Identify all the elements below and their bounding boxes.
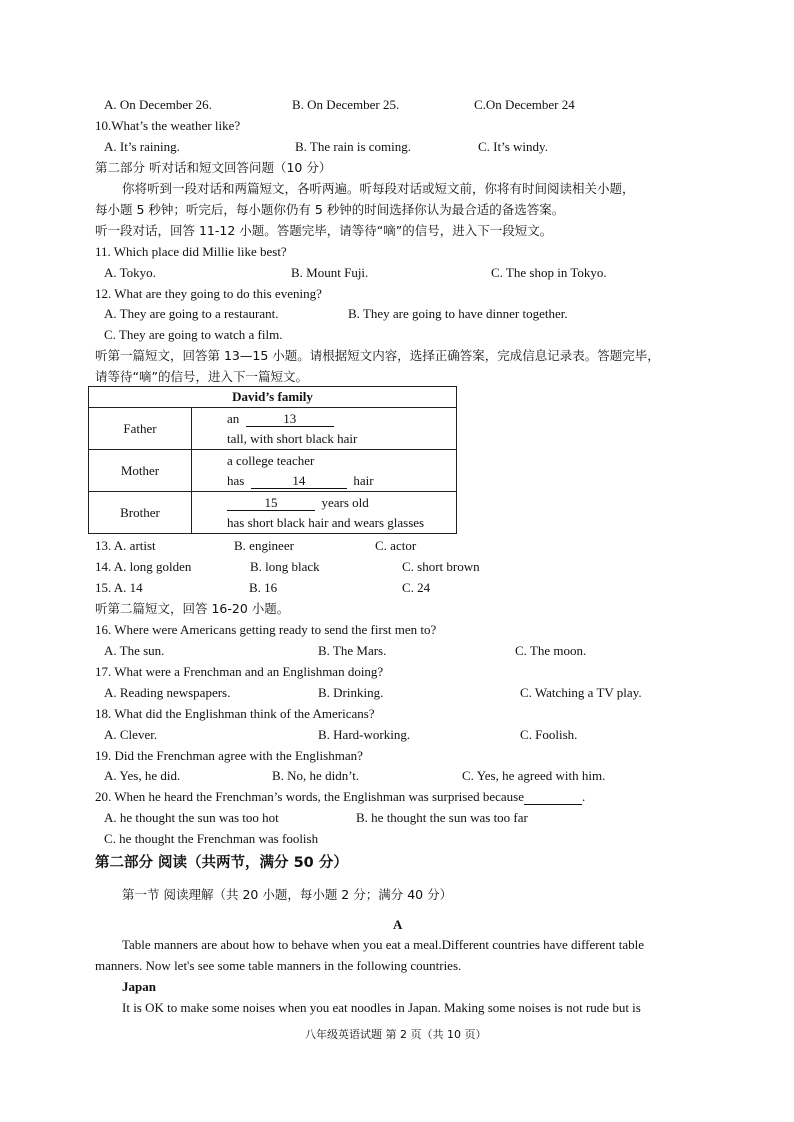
q10-option-b: B. The rain is coming. xyxy=(295,139,412,154)
q14-option-a: 14. A. long golden xyxy=(95,559,192,574)
q17-option-a: A. Reading newspapers. xyxy=(104,685,231,700)
q11-stem: 11. Which place did Millie like best? xyxy=(95,244,287,259)
q18-option-c: C. Foolish. xyxy=(520,727,578,742)
passage2-instructions: 听第二篇短文，回答 16-20 小题。 xyxy=(95,601,290,616)
q19-option-c: C. Yes, he agreed with him. xyxy=(462,768,606,783)
q18-option-a: A. Clever. xyxy=(104,727,158,742)
passage1-instructions-line1: 听第一篇短文，回答第 13—15 小题。请根据短文内容，选择正确答案，完成信息记录表。答题完毕， xyxy=(95,348,660,363)
q17-stem: 17. What were a Frenchman and an Englishman doing? xyxy=(95,664,384,679)
reading-part-heading: 第二部分 阅读（共两节，满分 50 分） xyxy=(95,855,348,871)
role-father: Father xyxy=(89,408,192,450)
q17-option-c: C. Watching a TV play. xyxy=(520,685,642,700)
q16-option-b: B. The Mars. xyxy=(318,643,387,658)
q11-option-b: B. Mount Fuji. xyxy=(291,265,369,280)
q10-stem: 10.What’s the weather like? xyxy=(95,118,241,133)
table-row-father xyxy=(89,408,457,450)
japan-heading: Japan xyxy=(122,979,156,994)
q11-option-a: A. Tokyo. xyxy=(104,265,156,280)
q17-option-b: B. Drinking. xyxy=(318,685,384,700)
brother-suffix: years old xyxy=(321,494,369,510)
q20-stem-end: . xyxy=(582,789,586,804)
listening-part2-heading: 第二部分 听对话和短文回答问题（10 分） xyxy=(95,160,332,175)
q13-option-c: C. actor xyxy=(375,538,417,553)
q9-option-c: C.On December 24 xyxy=(474,97,575,112)
listening-instructions-line2: 每小题 5 秒钟；听完后，每小题你仍有 5 秒钟的时间选择你认为最合适的备选答案。 xyxy=(95,202,565,217)
q19-stem: 19. Did the Frenchman agree with the Englishman? xyxy=(95,748,363,763)
q18-option-b: B. Hard-working. xyxy=(318,727,411,742)
dialog-instructions: 听一段对话，回答 11-12 小题。答题完毕，请等待“嘀”的信号，进入下一段短文。 xyxy=(95,223,553,238)
role-mother: Mother xyxy=(89,450,192,492)
q10-option-a: A. It’s raining. xyxy=(104,139,180,154)
q13-option-b: B. engineer xyxy=(234,538,294,553)
reading-subsection-heading: 第一节 阅读理解（共 20 小题，每小题 2 分；满分 40 分） xyxy=(122,887,453,902)
passage-letter: A xyxy=(393,917,403,932)
q20-option-b: B. he thought the sun was too far xyxy=(356,810,528,825)
q20-answer-blank xyxy=(524,790,582,805)
q20-stem xyxy=(95,789,585,805)
mother-job: a college teacher xyxy=(227,452,315,468)
table-row-brother xyxy=(89,492,457,534)
q12-option-b: B. They are going to have dinner together. xyxy=(348,306,568,321)
q16-option-a: A. The sun. xyxy=(104,643,165,658)
q11-option-c: C. The shop in Tokyo. xyxy=(491,265,607,280)
brother-description: has short black hair and wears glasses xyxy=(227,514,425,530)
q14-option-b: B. long black xyxy=(250,559,320,574)
role-brother: Brother xyxy=(89,492,192,534)
table-row-mother xyxy=(89,450,457,492)
table-title: David’s family xyxy=(89,387,457,408)
q9-option-a: A. On December 26. xyxy=(104,97,212,112)
q12-stem: 12. What are they going to do this evening? xyxy=(95,286,322,301)
q16-stem: 16. Where were Americans getting ready to send the first men to? xyxy=(95,622,437,637)
blank-13: 13 xyxy=(246,412,334,427)
passage1-instructions-line2: 请等待“嘀”的信号，进入下一篇短文。 xyxy=(95,369,308,384)
q20-option-c: C. he thought the Frenchman was foolish xyxy=(104,831,319,846)
q15-option-a: 15. A. 14 xyxy=(95,580,143,595)
q19-option-b: B. No, he didn’t. xyxy=(272,768,360,783)
blank-15: 15 xyxy=(227,496,315,511)
family-info-table xyxy=(88,386,457,534)
japan-line1: It is OK to make some noises when you eat noodles in Japan. Making some noises is not rude but is xyxy=(122,1000,641,1015)
q16-option-c: C. The moon. xyxy=(515,643,587,658)
q12-option-a: A. They are going to a restaurant. xyxy=(104,306,279,321)
q20-stem-text: 20. When he heard the Frenchman’s words, the Englishman was surprised because xyxy=(95,789,525,804)
mother-prefix: has xyxy=(227,472,245,488)
q15-option-b: B. 16 xyxy=(249,580,278,595)
passage-a-line1: Table manners are about how to behave when you eat a meal.Different countries have different table xyxy=(122,937,645,952)
passage-a-line2: manners. Now let's see some table manners in the following countries. xyxy=(95,958,462,973)
blank-14: 14 xyxy=(251,474,347,489)
q15-option-c: C. 24 xyxy=(402,580,431,595)
q19-option-a: A. Yes, he did. xyxy=(104,768,181,783)
q12-option-c: C. They are going to watch a film. xyxy=(104,327,283,342)
mother-suffix: hair xyxy=(353,472,374,488)
q14-option-c: C. short brown xyxy=(402,559,480,574)
father-prefix: an xyxy=(227,410,240,426)
q13-option-a: 13. A. artist xyxy=(95,538,156,553)
father-description: tall, with short black hair xyxy=(227,430,358,446)
q20-option-a: A. he thought the sun was too hot xyxy=(104,810,279,825)
q10-option-c: C. It’s windy. xyxy=(478,139,548,154)
listening-instructions-line1: 你将听到一段对话和两篇短文，各听两遍。听每段对话或短文前，你将有时间阅读相关小题， xyxy=(122,181,635,196)
q9-option-b: B. On December 25. xyxy=(292,97,400,112)
q18-stem: 18. What did the Englishman think of the Americans? xyxy=(95,706,375,721)
page-footer: 八年级英语试题 第 2 页（共 10 页） xyxy=(305,1028,487,1041)
